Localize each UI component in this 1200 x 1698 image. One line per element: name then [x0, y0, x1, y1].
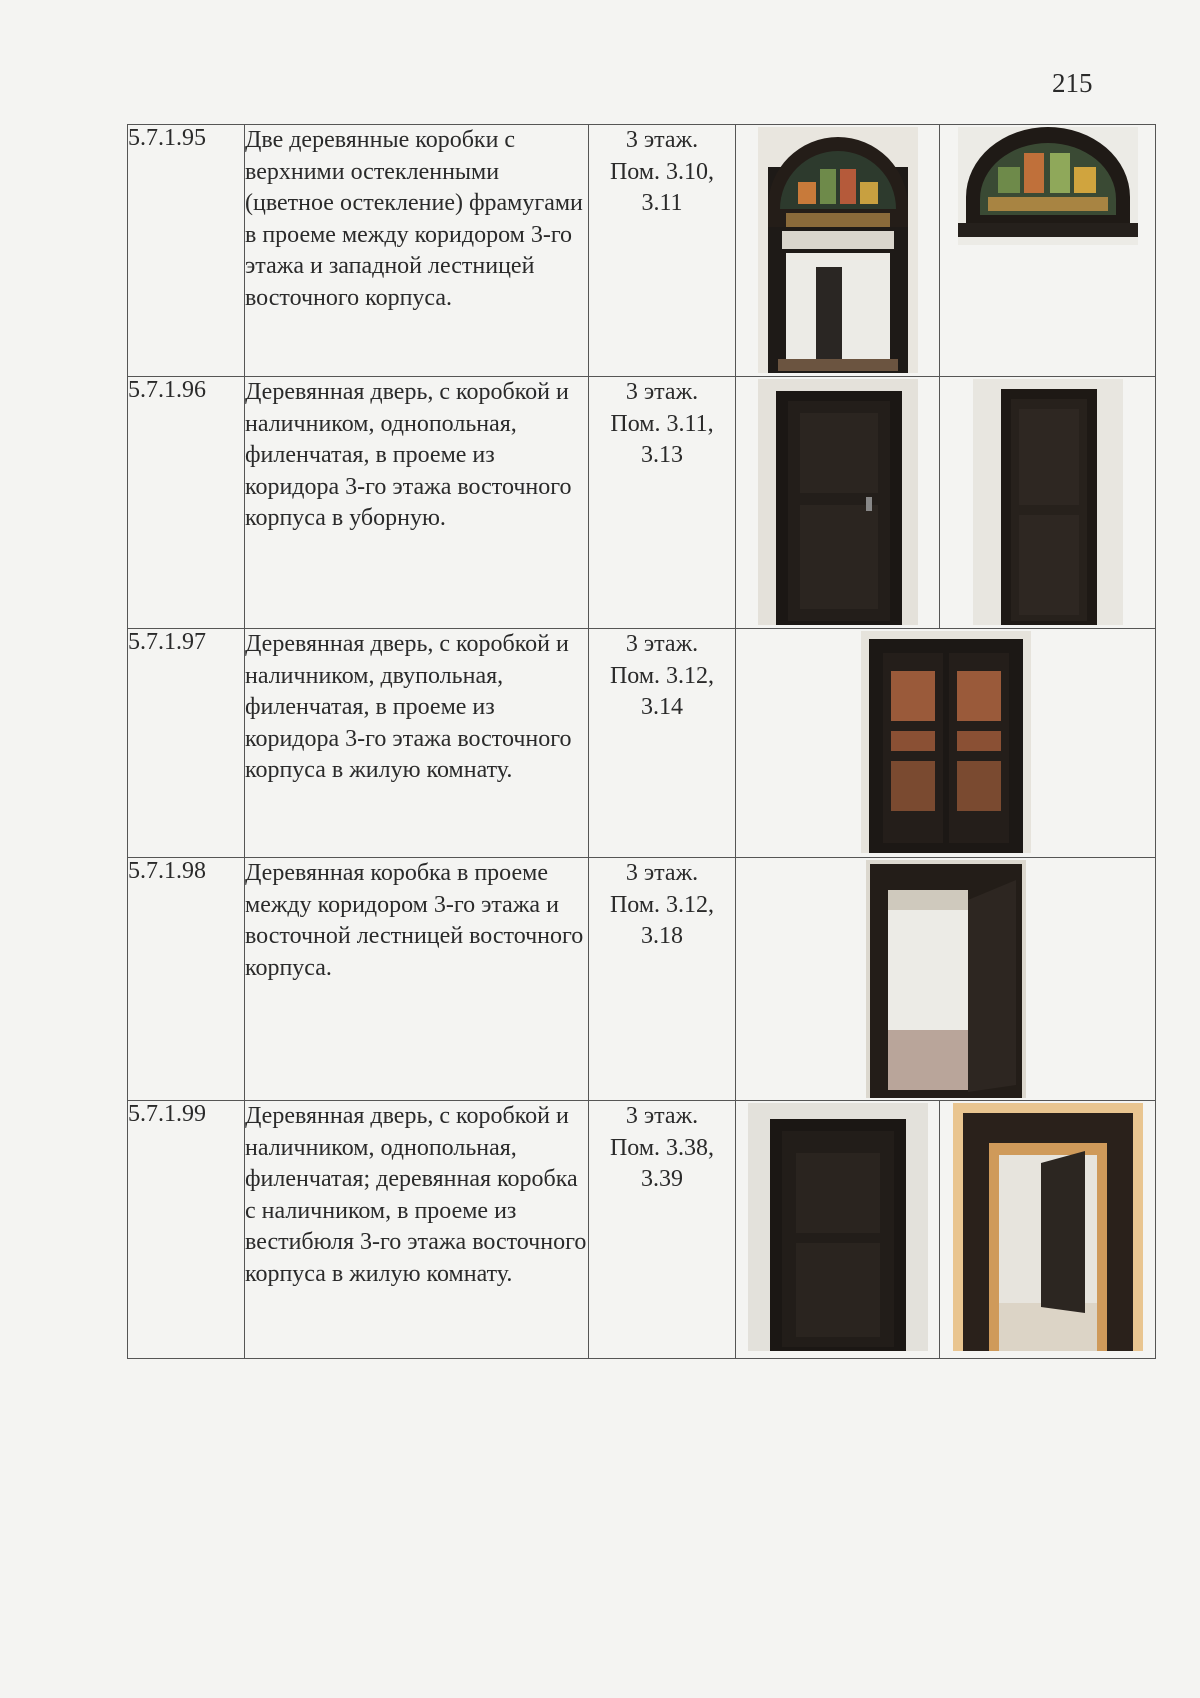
table-row [128, 629, 1156, 858]
door-frame-transom-photo [758, 127, 918, 373]
rooms-label: Пом. 3.38, [609, 1134, 715, 1161]
rooms-label-cont: 3.39 [641, 1166, 683, 1192]
single-door-photo [758, 379, 918, 625]
item-location [589, 125, 736, 377]
photo-cell [940, 1101, 1156, 1359]
item-code: 5.7.1.96 [128, 377, 245, 629]
item-code: 5.7.1.95 [128, 125, 245, 377]
floor-label: 3 этаж. [625, 1103, 699, 1129]
inventory-table [127, 124, 1156, 1359]
item-code: 5.7.1.99 [128, 1101, 245, 1359]
item-location [589, 629, 736, 858]
table-row [128, 858, 1156, 1101]
stained-glass-transom-photo [958, 127, 1138, 245]
photo-cell [736, 629, 1156, 858]
floor-label: 3 этаж. [625, 631, 699, 657]
photo-cell [940, 125, 1156, 377]
item-code: 5.7.1.98 [128, 858, 245, 1101]
floor-label: 3 этаж. [625, 379, 699, 405]
rooms-label: Пом. 3.11, [610, 410, 714, 437]
table-row [128, 125, 1156, 377]
photo-cell [736, 858, 1156, 1101]
rooms-label: Пом. 3.12, [609, 662, 715, 689]
door-frame-photo [866, 860, 1026, 1098]
rooms-label-cont: 3.13 [641, 442, 683, 468]
door-frame-photo [953, 1103, 1143, 1351]
item-description: Две деревянные коробки с верхними остекленными (цветное остекление) фрамугами в проеме между коридором 3-го этажа и западной лестницей восточного корпуса. [245, 125, 589, 377]
single-door-photo [973, 379, 1123, 625]
page-number: 215 [1052, 68, 1093, 98]
item-location [589, 858, 736, 1101]
table-row [128, 377, 1156, 629]
photo-cell [940, 377, 1156, 629]
single-door-photo [748, 1103, 928, 1351]
table-row [128, 1101, 1156, 1359]
item-description: Деревянная дверь, с коробкой и наличником, однопольная, филенчатая; деревянная коробка с наличником, в проеме из вестибюля 3-го этажа восточного корпуса в жилую комнату. [245, 1101, 589, 1359]
item-description: Деревянная дверь, с коробкой и наличником, однопольная, филенчатая, в проеме из коридора 3-го этажа восточного корпуса в уборную. [245, 377, 589, 629]
rooms-label-cont: 3.18 [641, 923, 683, 949]
double-door-photo [861, 631, 1031, 853]
rooms-label-cont: 3.11 [641, 190, 683, 216]
photo-cell [736, 377, 940, 629]
photo-cell [736, 1101, 940, 1359]
floor-label: 3 этаж. [625, 860, 699, 886]
item-code: 5.7.1.97 [128, 629, 245, 858]
photo-cell [736, 125, 940, 377]
floor-label: 3 этаж. [625, 127, 699, 153]
rooms-label: Пом. 3.10, [609, 158, 715, 185]
item-location [589, 377, 736, 629]
item-description: Деревянная дверь, с коробкой и наличником, двупольная, филенчатая, в проеме из коридора 3-го этажа восточного корпуса в жилую комнату. [245, 629, 589, 858]
item-location [589, 1101, 736, 1359]
item-description: Деревянная коробка в проеме между коридором 3-го этажа и восточной лестницей восточного корпуса. [245, 858, 589, 1101]
rooms-label-cont: 3.14 [641, 694, 683, 720]
rooms-label: Пом. 3.12, [609, 891, 715, 918]
